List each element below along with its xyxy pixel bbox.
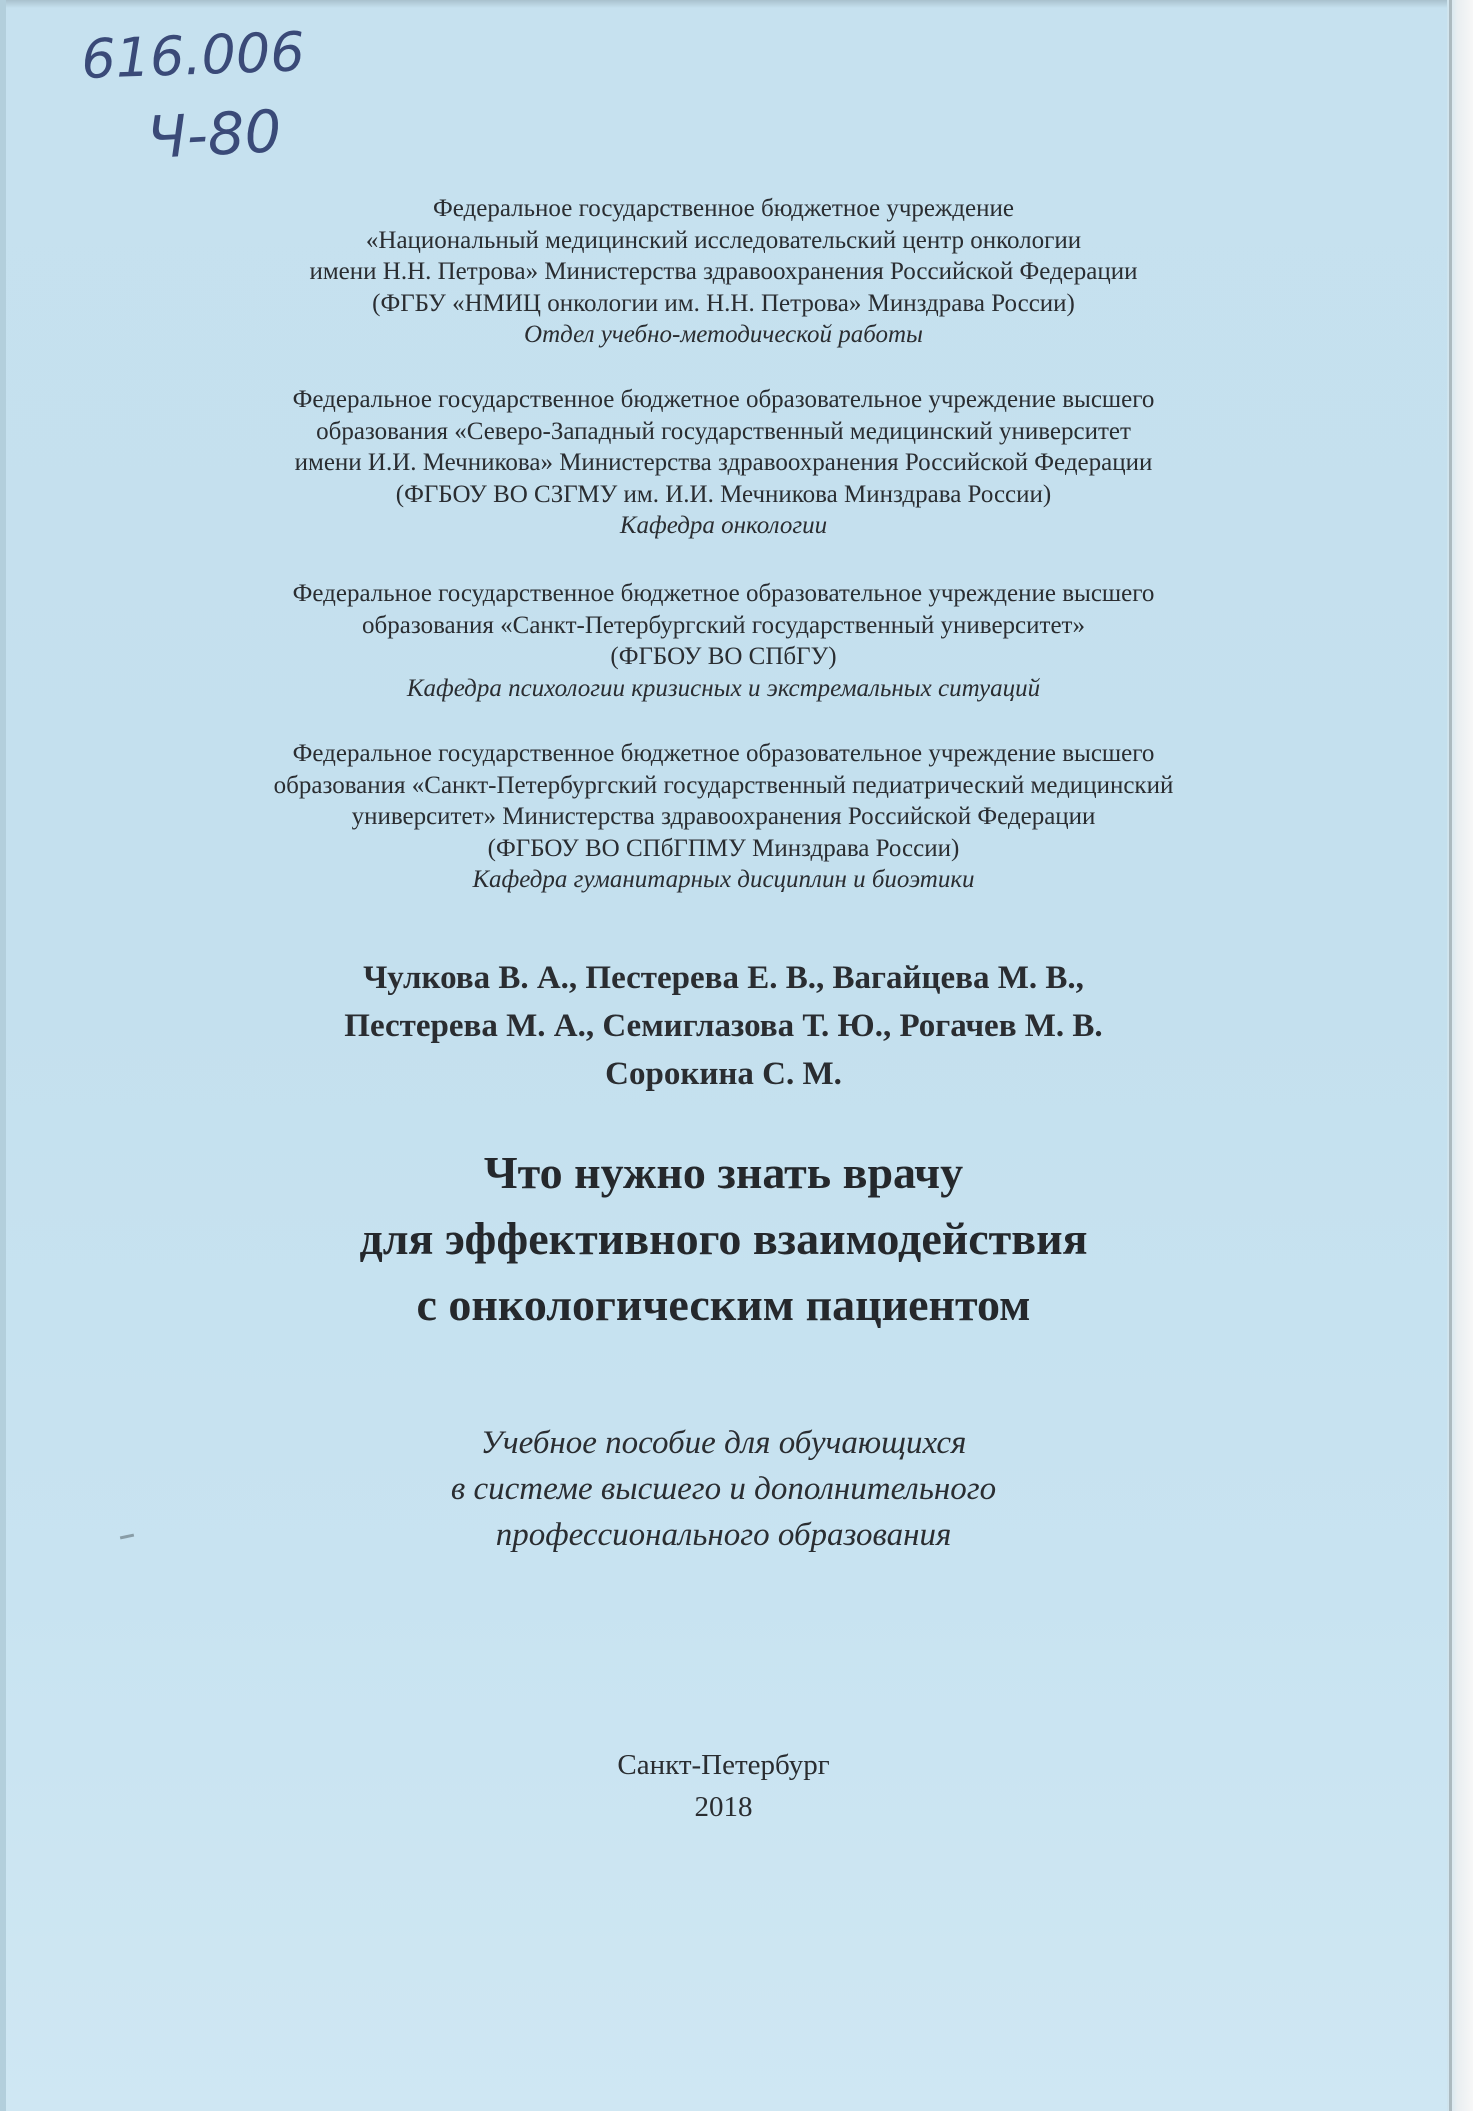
institution-block-2: [0, 384, 1447, 542]
title-line-2: для эффективного взаимодействия: [359, 1213, 1088, 1264]
authors-line-2: Пестерева М. А., Семиглазова Т. Ю., Рогачев М. В.: [344, 1008, 1103, 1044]
institution-1-line-1: Федеральное государственное бюджетное учреждение: [433, 195, 1014, 222]
institution-2-line-1: Федеральное государственное бюджетное образовательное учреждение высшего: [292, 386, 1155, 413]
institution-3-line-3: (ФГБОУ ВО СПбГУ): [610, 643, 837, 670]
book-title: [0, 1140, 1447, 1338]
authors-line-1: Чулкова В. А., Пестерева Е. В., Вагайцева М. В.,: [363, 960, 1084, 996]
institution-4-line-2: образования «Санкт-Петербургский государственный педиатрический медицинский: [273, 771, 1174, 799]
scan-top-edge: [0, 0, 1473, 8]
book-subtitle: [0, 1420, 1447, 1558]
institution-block-3: [0, 578, 1447, 704]
institution-2-line-4: (ФГБОУ ВО СЗГМУ им. И.И. Мечникова Минздрава России): [395, 480, 1052, 508]
call-number-line1: 616.006: [80, 20, 306, 91]
imprint-city: Санкт-Петербург: [617, 1749, 830, 1781]
subtitle-line-1: Учебное пособие для обучающихся: [480, 1425, 967, 1461]
institution-3-line-1: Федеральное государственное бюджетное образовательное учреждение высшего: [292, 580, 1155, 607]
subtitle-line-2: в системе высшего и дополнительного: [450, 1471, 997, 1507]
institution-2-department: Кафедра онкологии: [619, 512, 828, 539]
imprint-year: 2018: [694, 1791, 753, 1823]
imprint: [0, 1744, 1447, 1828]
institution-block-4: [0, 738, 1447, 896]
institution-1-line-2: «Национальный медицинский исследовательский центр онкологии: [365, 226, 1082, 254]
authors-line-3: Сорокина С. М.: [605, 1056, 842, 1092]
authors-list: [0, 954, 1447, 1098]
institution-3-department: Кафедра психологии кризисных и экстремальных ситуаций: [406, 674, 1041, 702]
institution-1-line-4: (ФГБУ «НМИЦ онкологии им. Н.Н. Петрова» Минздрава России): [372, 289, 1075, 317]
call-number-line2: Ч-80: [145, 97, 284, 172]
title-line-3: с онкологическим пациентом: [416, 1279, 1031, 1330]
institution-block-1: [0, 193, 1447, 351]
institution-4-line-3: университет» Министерства здравоохранения Российской Федерации: [351, 803, 1096, 830]
handwritten-call-number: [78, 18, 398, 188]
institution-2-line-2: образования «Северо-Западный государственный медицинский университет: [316, 417, 1131, 445]
institution-2-line-3: имени И.И. Мечникова» Министерства здравоохранения Российской Федерации: [294, 449, 1153, 476]
institution-4-line-4: (ФГБОУ ВО СПбГПМУ Минздрава России): [487, 834, 960, 862]
institution-4-line-1: Федеральное государственное бюджетное образовательное учреждение высшего: [292, 740, 1155, 767]
title-line-1: Что нужно знать врачу: [483, 1147, 964, 1198]
institution-1-department: Отдел учебно-методической работы: [524, 321, 923, 348]
institution-4-department: Кафедра гуманитарных дисциплин и биоэтики: [472, 866, 975, 893]
institution-3-line-2: образования «Санкт-Петербургский государственный университет»: [362, 611, 1085, 639]
subtitle-line-3: профессионального образования: [495, 1517, 952, 1553]
scan-right-edge: [1447, 0, 1473, 2111]
institution-1-line-3: имени Н.Н. Петрова» Министерства здравоохранения Российской Федерации: [309, 258, 1138, 285]
